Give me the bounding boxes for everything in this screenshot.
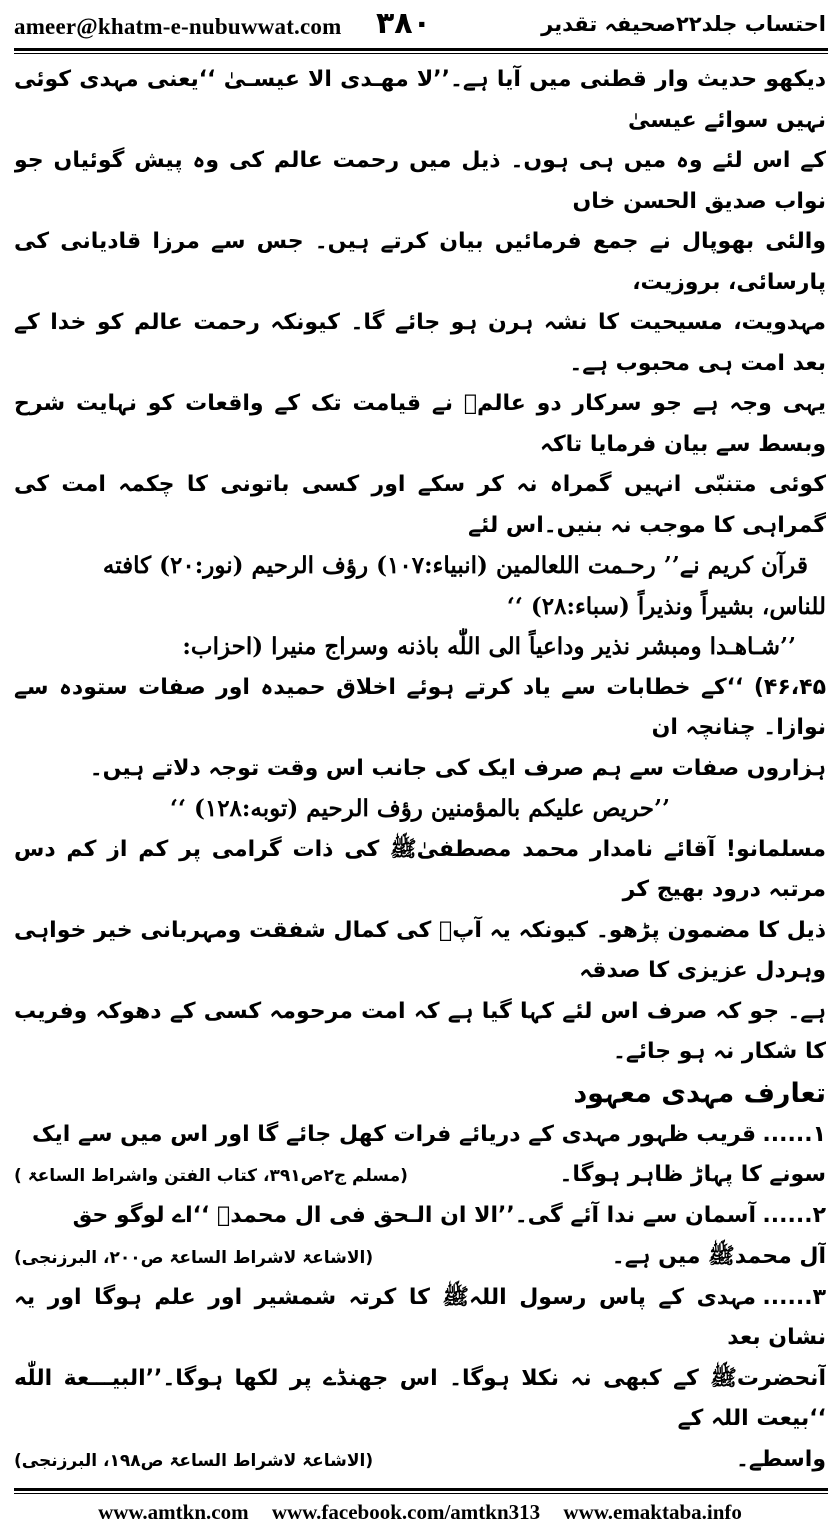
header-rule	[14, 48, 828, 51]
footer-rule-thin	[14, 1493, 828, 1494]
item-ref-line	[14, 1237, 826, 1278]
book-title: احتساب جلد۲۲صحیفہ تقدیر	[541, 12, 826, 36]
quran-quote-line: قرآن کریم نے’’ رحـمت اللعالمین (انبیاء:۱۰۷) رؤف الرحیم (نور:۲۰) کافته	[102, 552, 808, 579]
item-line	[14, 1115, 826, 1156]
body-line: ذیل کا مضمون پڑھو۔ کیونکہ یہ آپؐ کی کمال شفقت ومہربانی خیر خواہی وہردل عزیزی کا صدقہ	[14, 917, 826, 983]
footer-link-emaktaba[interactable]: www.emaktaba.info	[563, 1500, 742, 1524]
shahid-quote-line: ’’شـاهـدا ومبشر نذیر وداعیاً الی اللّٰه باذنه وسراج منیرا (احزاب:	[182, 633, 796, 660]
item-text: آل محمدﷺ میں ہے۔	[611, 1243, 826, 1269]
page-header	[0, 0, 840, 46]
item-number: ۳......	[762, 1284, 826, 1310]
footer-link-amtkn[interactable]: www.amtkn.com	[98, 1500, 249, 1524]
body-line: ۴۶،۴۵) ‘‘کے خطابات سے یاد کرتے ہوئے اخلاق حمیدہ اور صفات ستودہ سے نوازا۔ چنانچہ ان	[14, 674, 826, 740]
body-line: کے اس لئے وہ میں ہی ہوں۔ ذیل میں رحمت عالم کی وہ پیش گوئیاں جو نواب صدیق الحسن خاں	[14, 148, 826, 214]
body-line: ہے۔ جو کہ صرف اس لئے کہا گیا ہے کہ امت مرحومہ کسی کے دھوکہ وفریب کا شکار نہ ہو جائے۔	[14, 998, 826, 1064]
page-body	[14, 60, 826, 1475]
list-item	[14, 1115, 826, 1197]
item-line	[14, 1278, 826, 1359]
quran-quote-line: للناس، بشیراً ونذیراً (سباء:۲۸) ‘‘	[506, 592, 826, 620]
item-line: آنحضرتﷺ کے کبھی نہ نکلا ہوگا۔ اس جھنڈے پر لکھا ہوگا۔’’البیـــعة اللّٰه ‘‘بیعت اللہ کے	[14, 1365, 826, 1431]
body-line: دیکھو حدیث وار قطنی میں آیا ہے۔’’لا مھـدی الا عیسـیٰ ‘‘یعنی مہدی کوئی نہیں سوائے عیسیٰ	[14, 67, 826, 133]
header-email: ameer@khatm-e-nubuwwat.com	[14, 14, 342, 39]
section-heading: تعارف مہدی معہود	[573, 1077, 826, 1109]
item-reference: (الاشاعۃ لاشراط الساعۃ ص۲۰۰، البرزنجی)	[14, 1247, 374, 1268]
item-number: ۱......	[762, 1121, 826, 1147]
body-line: والئی بھوپال نے جمع فرمائیں بیان کرتے ہیں۔ جس سے مرزا قادیانی کی پارسائی، بروزیت،	[14, 229, 826, 295]
item-number: ۲......	[762, 1203, 826, 1228]
harees-quote-line: ’’حریص علیکم بالمؤمنین رؤف الرحیم (توبه:۱۲۸) ‘‘	[169, 795, 671, 822]
item-line	[14, 1196, 826, 1237]
list-item	[14, 1196, 826, 1278]
body-line: کوئی متنبّی انہیں گمراہ نہ کر سکے اور کسی باتونی کا چکمہ امت کی گمراہی کا موجب نہ بنیں۔اس لئے	[14, 472, 826, 538]
body-line: مسلمانو! آقائے نامدار محمد مصطفیٰﷺ کی ذات گرامی پر کم از کم دس مرتبہ درود بھیج کر	[14, 836, 826, 902]
body-line: مہدویت، مسیحیت کا نشہ ہرن ہو جائے گا۔ کیونکہ رحمت عالم کو خدا کے بعد امت ہی محبوب ہے۔	[14, 310, 826, 376]
list-item	[14, 1278, 826, 1476]
item-text: مہدی کے پاس رسول اللہﷺ کا کرتہ شمشیر اور علم ہوگا اور یہ نشان بعد	[14, 1284, 826, 1350]
footer-link-facebook[interactable]: www.facebook.com/amtkn313	[271, 1500, 541, 1524]
item-reference: (مسلم ج۲ص۳۹۱، کتاب الفتن واشراط الساعۃ )	[14, 1166, 408, 1186]
item-reference: (الاشاعۃ لاشراط الساعۃ ص۱۹۸، البرزنجی)	[14, 1450, 374, 1471]
item-text: سونے کا پہاڑ ظاہر ہوگا۔	[559, 1162, 826, 1187]
page-number: ۳۸۰	[376, 6, 431, 41]
item-ref-line	[14, 1440, 826, 1476]
body-line: ہزاروں صفات سے ہم صرف ایک کی جانب اس وقت توجہ دلاتے ہیں۔	[89, 755, 826, 781]
item-text: واسطے۔	[735, 1446, 826, 1472]
body-line: یہی وجہ ہے جو سرکار دو عالمؐ نے قیامت تک کے واقعات کو نہایت شرح وبسط سے بیان فرمایا تاکہ	[14, 391, 826, 457]
header-rule-thin	[14, 53, 828, 54]
footer-rule	[14, 1488, 828, 1491]
item-text: قریب ظہور مہدی کے دریائے فرات کھل جائے گا اور اس میں سے ایک	[31, 1121, 756, 1147]
item-text: آسمان سے ندا آئے گی۔’’الا ان الـحق فی ال محمدؐ ‘‘اے لوگو حق	[72, 1203, 756, 1228]
item-ref-line	[14, 1155, 826, 1196]
page-footer	[0, 1500, 840, 1525]
